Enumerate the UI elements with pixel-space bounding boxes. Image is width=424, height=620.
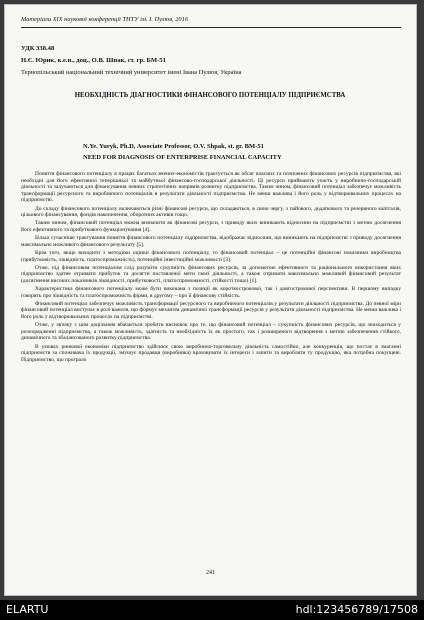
udk-code: УДК 338.48: [21, 45, 55, 52]
title-ua: НЕОБХІДНІСТЬ ДІАГНОСТИКИ ФІНАНСОВОГО ПОТЕНЦІАЛУ ПІДПРИЄМСТВА: [74, 92, 346, 99]
repository-name: ELARTU: [6, 603, 49, 616]
document-page: [4, 4, 417, 596]
paragraph: Більш сучасніше трактування поняття фінансового потенціалу підприємства, відображає відносини, що виникають на підприємстві з приводу досягнення максимально можливого фінансового результату [5].: [21, 235, 401, 248]
paragraph: Таким чином, фінансовий потенціал можна визначити як фінансові ресурси, з приводу яких виникають відносини на підприємстві з метою досягнення його ефективного та прибуткового функціонування [4].: [21, 220, 401, 233]
paragraph: Характеристика фінансового потенціалу може бути виконана з позиції як короткострокової, так і довгострокової перспективи. В першому випадку говорять про ліквідність та платоспроможність фірми, в другому – про її фінансову стійкість.: [21, 286, 401, 299]
paragraph: В умовах ринкової економіки підприємство здійснює свою виробничо-торговельну діяльність самостійно, але конкуренція, що постає в змаганні підприємств за споживача їх продукції, змушує продавця (виробника) враховувати їх інтереси і запити та виробляти ту продукцію, яка потрібна покупцеві. Підприємство, що програло: [21, 343, 401, 363]
handle-id: hdl:123456789/17508: [295, 603, 418, 616]
paragraph: Фінансовий потенціал забезпечує можливість трансформації ресурсного та виробничого потенціалів у результати діяльності підприємства. До певної міри фінансовий потенціал виступає в ролі важеля, що формує механізм динамічної трансформації ресурсів у результати діяльності підприємства. Не менш важлива і його роль у відтворювальних процесах на підприємстві.: [21, 300, 401, 321]
header-rule: [21, 27, 401, 28]
authors-en: N.Ye. Yuryk, Ph.D, Associate Professor, O.V. Shpak, st. gr. BM-51: [83, 143, 264, 150]
page-number: 241: [206, 570, 215, 576]
paragraph: Отже, у зв'язку з цим доцільним вбачається зробити висновок про те, що фінансовий потенціал – сукупність фінансових ресурсів, що знаходиться у розпорядженні підприємства, а також можливість, здатність та необхідність їх як простого, так і розширеного відтворення з метою забезпечення стійкого, динамічного та збалансованого розвитку підприємства.: [21, 322, 401, 342]
repository-footer-bar: [0, 600, 424, 620]
institution: Тернопільський національний технічний університет імені Івана Пулюя, Україна: [21, 69, 242, 76]
running-header: Матеріали ХІХ наукової конференції ТНТУ ім. І. Пулюя, 2016: [21, 16, 189, 23]
paragraph: До складу фінансового потенціалу включаються різні фінансові ресурси, що складаються, в свою чергу, з пайового, додаткового та резервного капіталів, цільового фінансування, фондів накопичення, оборотних активів тощо.: [21, 205, 401, 219]
authors-ua: Н.Є. Юрик, к.е.н., доц., О.В. Шпак, ст. гр. БМ-51: [21, 57, 166, 64]
title-en: NEED FOR DIAGNOSIS OF ENTERPRISE FINANCIAL CAPACITY: [83, 154, 282, 161]
paragraph: Крім того, якщо виходити з методики оцінки фінансового потенціалу, то фінансовий потенціал – це потенційні фінансові показники виробництва (прибутковість, ліквідність, платоспроможність), потенційні інвестиційні можливості [3].: [21, 249, 401, 263]
paragraph: Отже, під фінансовим потенціалом слід розуміти сукупність фінансових ресурсів, за допомогою ефективного та раціонального використання яких підприємство здатне отримати прибуток та досягти поставленої мети своєї діяльності, а також отримати максимально можливий фінансовий результат (досягнення високих показників ліквідності, прибутковості, платоспроможності, стійкості тощо) [1].: [21, 264, 401, 284]
article-body: [21, 171, 401, 365]
paragraph: Поняття фінансового потенціалу в працях багатьох вчених-економістів трактується як обсяг власних та позичених фінансових ресурсів підприємства, які необхідні для його ефективної теперішньої та майбутньої фінансово-господарської діяльності. Ці ресурси приймають участь у виробничо-господарській діяльності та залучаються для фінансування певних стратегічних напрямів розвитку підприємства. Таким чином, фінансовий потенціал забезпечує можливість трансформації ресурсного та виробничого потенціалів в результати діяльності підприємства. Не менш важлива і його роль у відтворювальних процесах на підприємстві.: [21, 171, 401, 204]
